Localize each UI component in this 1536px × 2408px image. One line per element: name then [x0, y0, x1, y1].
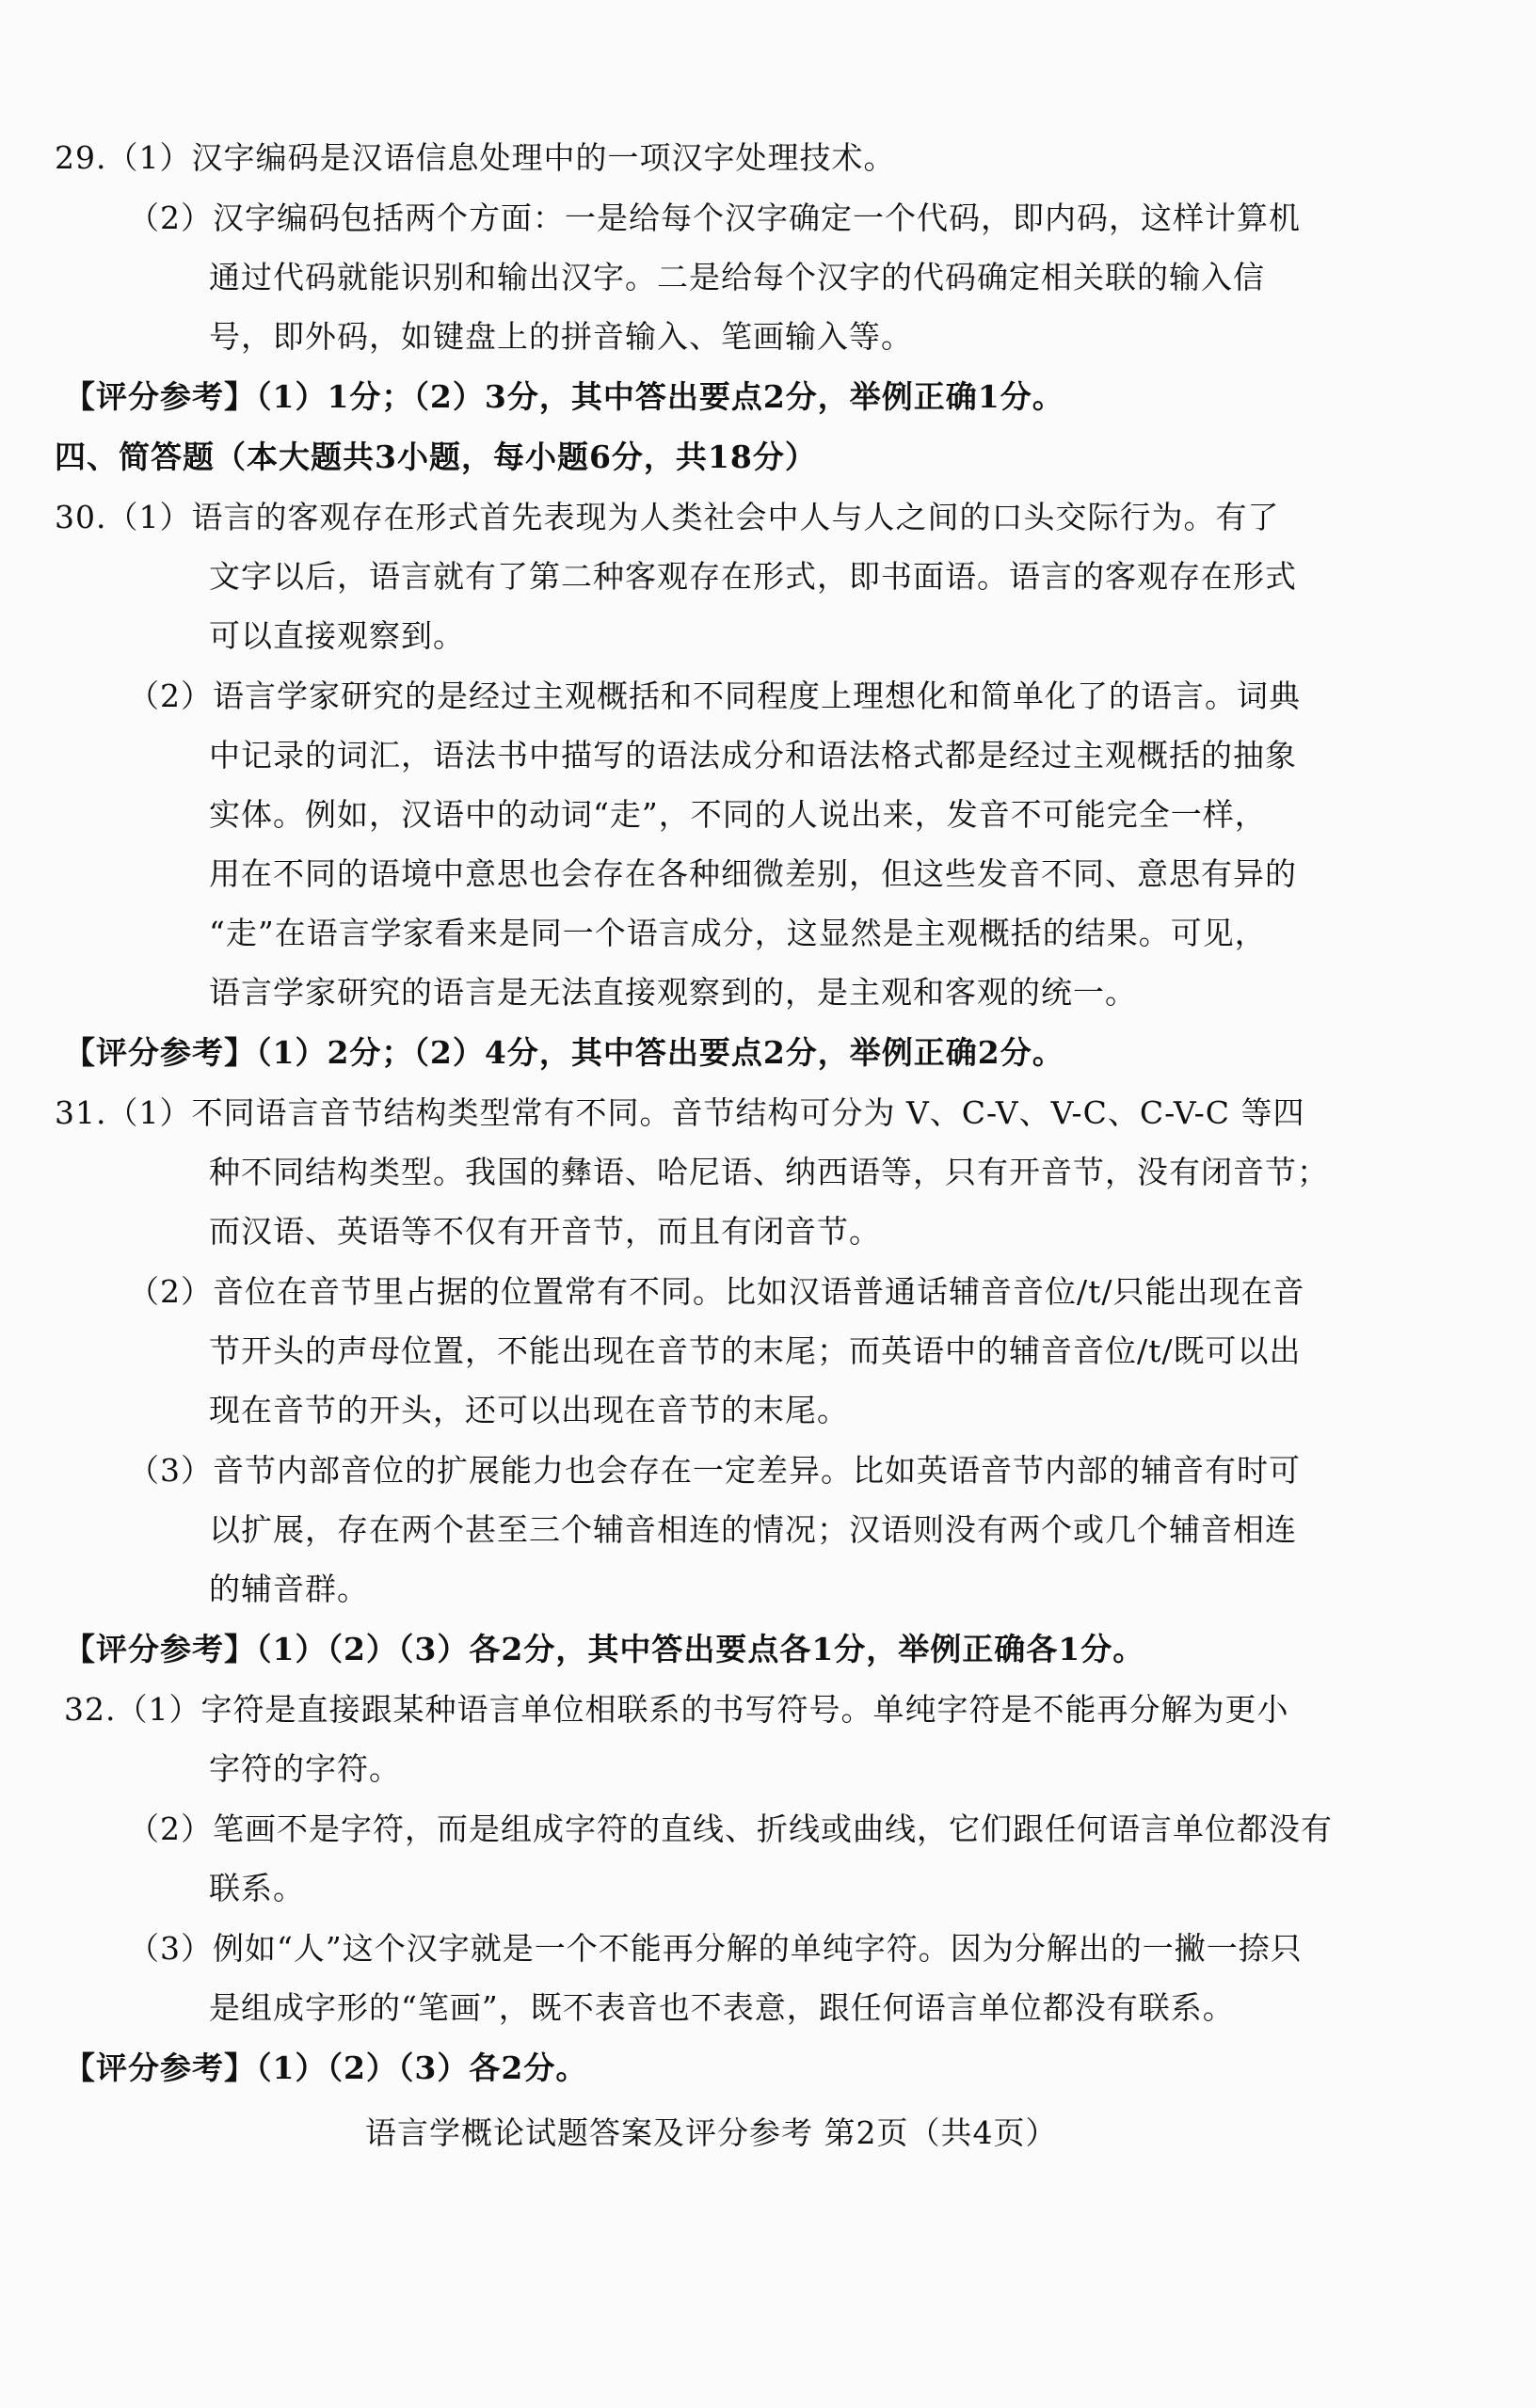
- q30-scoring: 【评分参考】（1）2分；（2）4分，其中答出要点2分，举例正确2分。: [64, 1034, 1064, 1071]
- q32-part2-cont: 联系。: [209, 1870, 305, 1906]
- page-footer: 语言学概论试题答案及评分参考 第2页（共4页）: [365, 2114, 1058, 2151]
- q29-part2-cont: 通过代码就能识别和输出汉字。二是给每个汉字的代码确定相关联的输入信: [209, 259, 1265, 295]
- q30-part1-cont: 可以直接观察到。: [209, 617, 465, 654]
- q29-part1: 29.（1）汉字编码是汉语信息处理中的一项汉字处理技术。: [55, 139, 896, 176]
- q30-part2: （2）语言学家研究的是经过主观概括和不同程度上理想化和简单化了的语言。词典: [128, 678, 1301, 714]
- q32-part1: 32.（1）字符是直接跟某种语言单位相联系的书写符号。单纯字符是不能再分解为更小: [64, 1691, 1289, 1728]
- q30-part2-cont: 实体。例如，汉语中的动词“走”，不同的人说出来，发音不可能完全一样，: [209, 796, 1267, 833]
- q31-part2-cont: 节开头的声母位置，不能出现在音节的末尾；而英语中的辅音音位/t/既可以出: [209, 1332, 1302, 1369]
- q30-part2-cont: “走”在语言学家看来是同一个语言成分，这显然是主观概括的结果。可见，: [209, 915, 1267, 951]
- q32-part3-cont: 是组成字形的“笔画”，既不表音也不表意，跟任何语言单位都没有联系。: [209, 1989, 1235, 2026]
- q30-part1: 30.（1）语言的客观存在形式首先表现为人类社会中人与人之间的口头交际行为。有了: [55, 499, 1280, 535]
- q32-part1-cont: 字符的字符。: [209, 1750, 401, 1787]
- q29-part2: （2）汉字编码包括两个方面：一是给每个汉字确定一个代码，即内码，这样计算机: [128, 199, 1301, 236]
- q32-part2: （2）笔画不是字符，而是组成字符的直线、折线或曲线，它们跟任何语言单位都没有: [128, 1810, 1333, 1847]
- q31-part1-cont: 种不同结构类型。我国的彝语、哈尼语、纳西语等，只有开音节，没有闭音节；: [209, 1154, 1329, 1190]
- q30-part1-cont: 文字以后，语言就有了第二种客观存在形式，即书面语。语言的客观存在形式: [209, 558, 1297, 595]
- q30-part2-cont: 用在不同的语境中意思也会存在各种细微差别，但这些发音不同、意思有异的: [209, 855, 1297, 892]
- q31-part1: 31.（1）不同语言音节结构类型常有不同。音节结构可分为 V、C-V、V-C、C-V-C 等四: [55, 1094, 1305, 1131]
- q30-part2-cont: 中记录的词汇，语法书中描写的语法成分和语法格式都是经过主观概括的抽象: [209, 737, 1297, 773]
- q31-part1-cont: 而汉语、英语等不仅有开音节，而且有闭音节。: [209, 1213, 881, 1250]
- q31-part2: （2）音位在音节里占据的位置常有不同。比如汉语普通话辅音音位/t/只能出现在音: [128, 1273, 1305, 1310]
- q29-scoring: 【评分参考】（1）1分；（2）3分，其中答出要点2分，举例正确1分。: [64, 378, 1064, 415]
- q31-part3-cont: 以扩展，存在两个甚至三个辅音相连的情况；汉语则没有两个或几个辅音相连: [209, 1511, 1297, 1548]
- section-4-heading: 四、简答题（本大题共3小题，每小题6分，共18分）: [55, 439, 817, 475]
- q31-part3-cont: 的辅音群。: [209, 1571, 369, 1607]
- q31-part3: （3）音节内部音位的扩展能力也会存在一定差异。比如英语音节内部的辅音有时可: [128, 1452, 1301, 1489]
- q29-part2-cont: 号，即外码，如键盘上的拼音输入、笔画输入等。: [209, 318, 913, 355]
- q31-part2-cont: 现在音节的开头，还可以出现在音节的末尾。: [209, 1392, 849, 1428]
- q32-part3: （3）例如“人”这个汉字就是一个不能再分解的单纯字符。因为分解出的一撇一捺只: [128, 1930, 1303, 1967]
- q30-part2-cont: 语言学家研究的语言是无法直接观察到的，是主观和客观的统一。: [209, 974, 1137, 1011]
- q32-scoring: 【评分参考】（1）（2）（3）各2分。: [64, 2049, 588, 2086]
- q31-scoring: 【评分参考】（1）（2）（3）各2分，其中答出要点各1分，举例正确各1分。: [64, 1631, 1145, 1667]
